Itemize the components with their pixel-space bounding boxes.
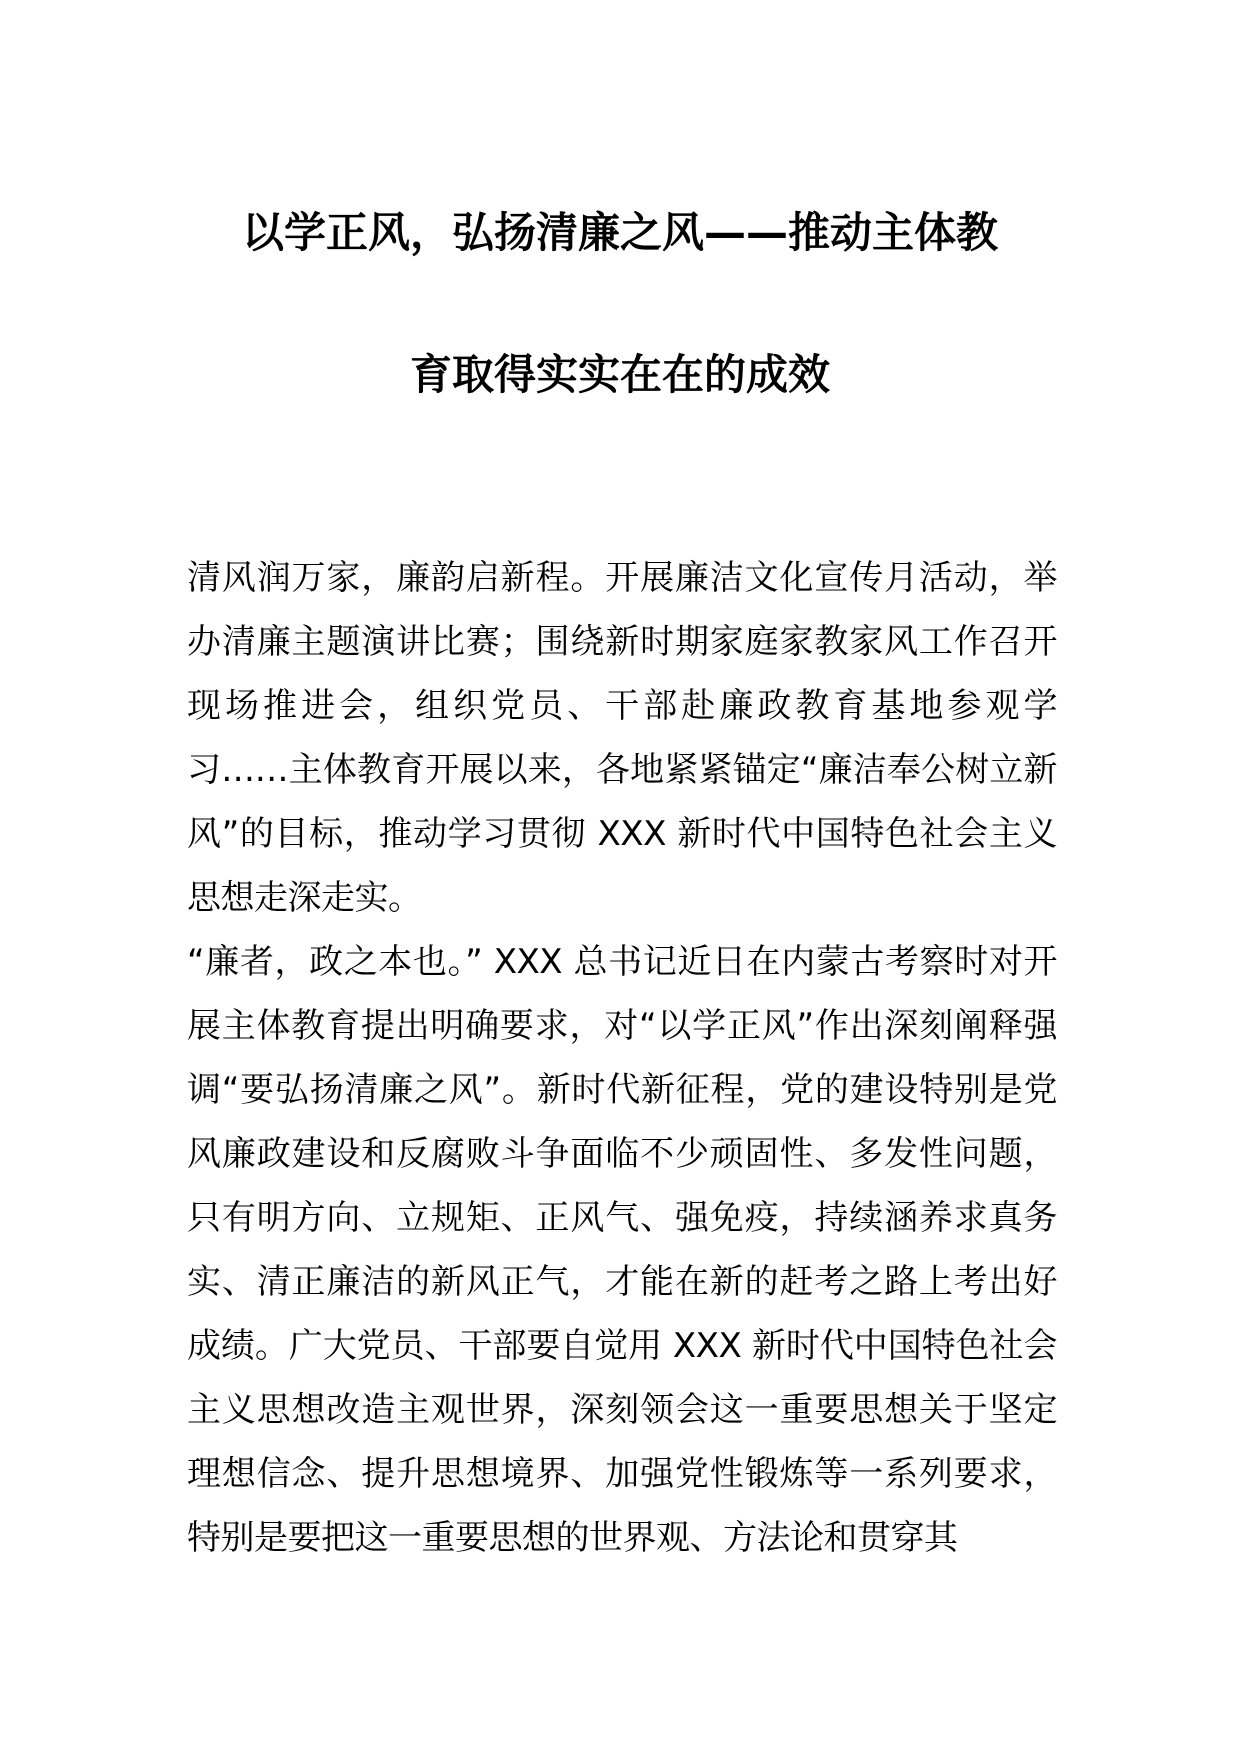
- title-line-2: 育取得实实在在的成效: [409, 350, 830, 399]
- document-title: [150, 196, 1090, 412]
- paragraph-1: 清风润万家，廉韵启新程。开展廉洁文化宣传月活动，举办清廉主题演讲比赛；围绕新时期家庭家教家风工作召开现场推进会，组织党员、干部赴廉政教育基地参观学习……主体教育开展以来，各地紧紧锚定“廉洁奉公树立新风”的目标，推动学习贯彻 XXX 新时代中国特色社会主义思想走深走实。: [187, 558, 1057, 918]
- paragraph-2: “廉者，政之本也。” XXX 总书记近日在内蒙古考察时对开展主体教育提出明确要求，对“以学正风”作出深刻阐释强调“要弘扬清廉之风”。新时代新征程，党的建设特别是党风廉政建设和反腐败斗争面临不少顽固性、多发性问题，只有明方向、立规矩、正风气、强免疫，持续涵养求真务实、清正廉洁的新风正气，才能在新的赶考之路上考出好成绩。广大党员、干部要自觉用 XXX 新时代中国特色社会主义思想改造主观世界，深刻领会这一重要思想关于坚定理想信念、提升思想境界、加强党性锻炼等一系列要求，特别是要把这一重要思想的世界观、方法论和贯穿其: [187, 942, 1057, 1558]
- title-line-1: 以学正风，弘扬清廉之风——推动主体教: [241, 208, 998, 257]
- document-body: [187, 546, 1057, 1570]
